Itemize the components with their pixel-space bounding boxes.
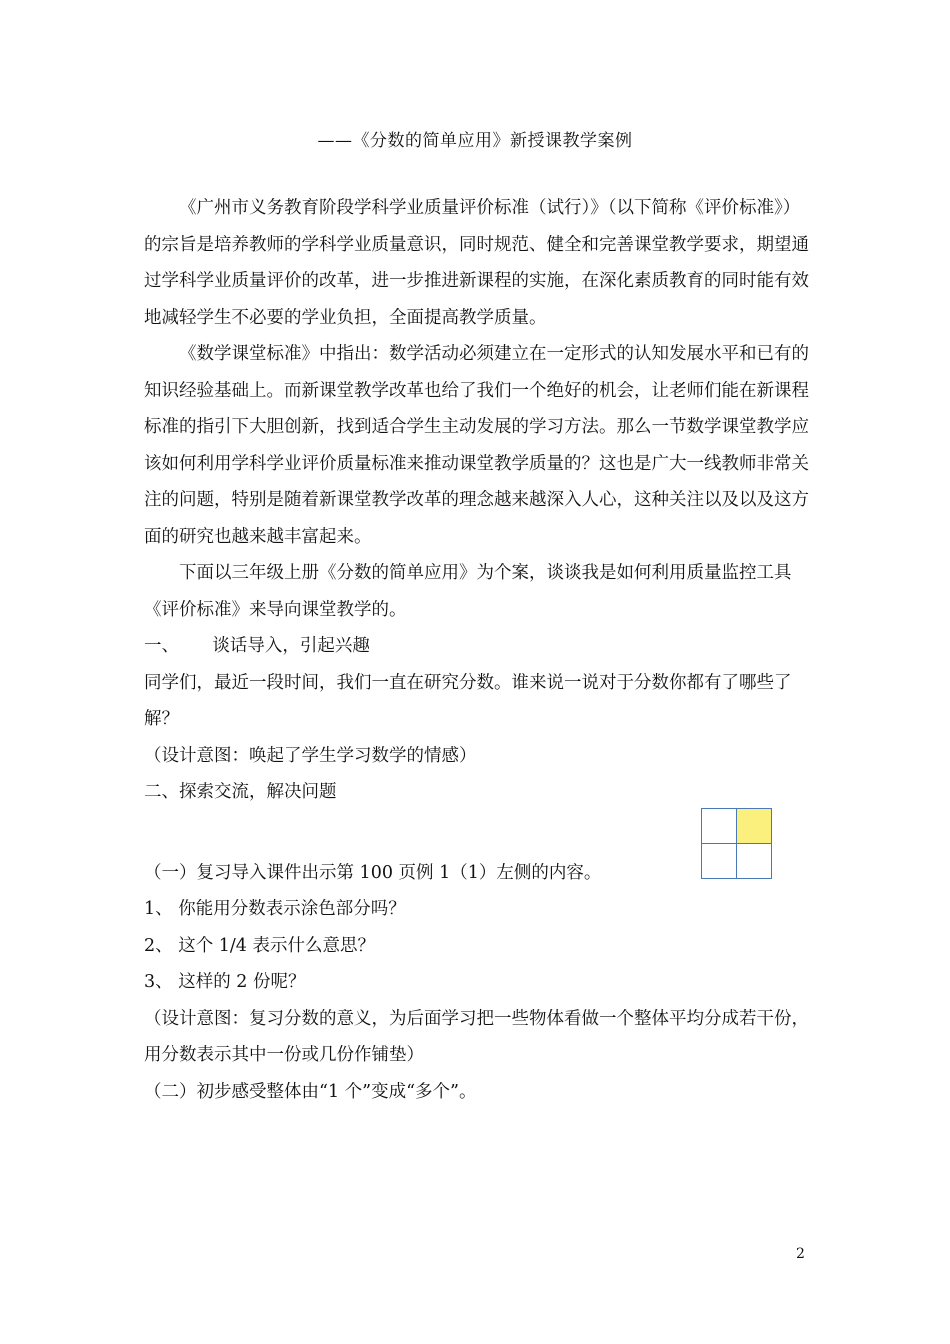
paragraph-sub-section-two: （二）初步感受整体由“1 个”变成“多个”。 [144,1081,477,1102]
document-body [144,190,814,1110]
page-number: 2 [796,1246,805,1262]
section-heading-two: 二、探索交流，解决问题 [144,782,337,802]
paragraph-standard: 《数学课堂标准》中指出：数学活动必须建立在一定形式的认知发展水平和已有的知识经验基础上。而新课堂教学改革也给了我们一个绝好的机会，让老师们能在新课程标准的指引下大胆创新，找到适合学生主动发展的学习方法。那么一节数学课堂教学应该如何利用学科学业评价质量标准来推动课堂教学质量的？这也是广大一线教师非常关注的问题，特别是随着新课堂教学改革的理念越来越深入人心，这种关注以及以及这方面的研究也越来越丰富起来。 [144,344,809,547]
question-item-2: 2、 这个 1/4 表示什么意思？ [144,935,375,956]
section-heading-one: 一、 谈话导入，引起兴趣 [144,636,370,656]
paragraph-dialogue: 同学们，最近一段时间，我们一直在研究分数。谁来说一说对于分数你都有了哪些了解？ [144,672,792,729]
question-item-3: 3、 这样的 2 份呢？ [144,972,306,992]
paragraph-case: 下面以三年级上册《分数的简单应用》为个案，谈谈我是如何利用质量监控工具《评价标准》来导向课堂教学的。 [144,563,792,620]
paragraph-design-intent-1: （设计意图：唤起了学生学习数学的情感） [144,745,477,766]
paragraph-review: （一）复习导入课件出示第 100 页例 1（1）左侧的内容。 [144,862,602,883]
grid-cell-bottom-left [702,844,737,879]
document-subtitle: ——《分数的简单应用》新授课教学案例 [317,131,633,151]
question-item-1: 1、 你能用分数表示涂色部分吗？ [144,899,406,919]
paragraph-design-intent-2: （设计意图：复习分数的意义，为后面学习把一些物体看做一个整体平均分成若干份，用分数表示其中一份或几份作铺垫） [144,1008,809,1065]
paragraph-intro: 《广州市义务教育阶段学科学业质量评价标准（试行）》（以下简称《评价标准》）的宗旨是培养教师的学科学业质量意识，同时规范、健全和完善课堂教学要求，期望通过学科学业质量评价的改革，进一步推进新课程的实施，在深化素质教育的同时能有效地减轻学生不必要的学业负担，全面提高教学质量。 [144,198,809,328]
fraction-grid-figure [701,808,772,879]
grid-cell-top-right-shaded [737,809,772,844]
grid-cell-top-left [702,809,737,844]
grid-cell-bottom-right [737,844,772,879]
